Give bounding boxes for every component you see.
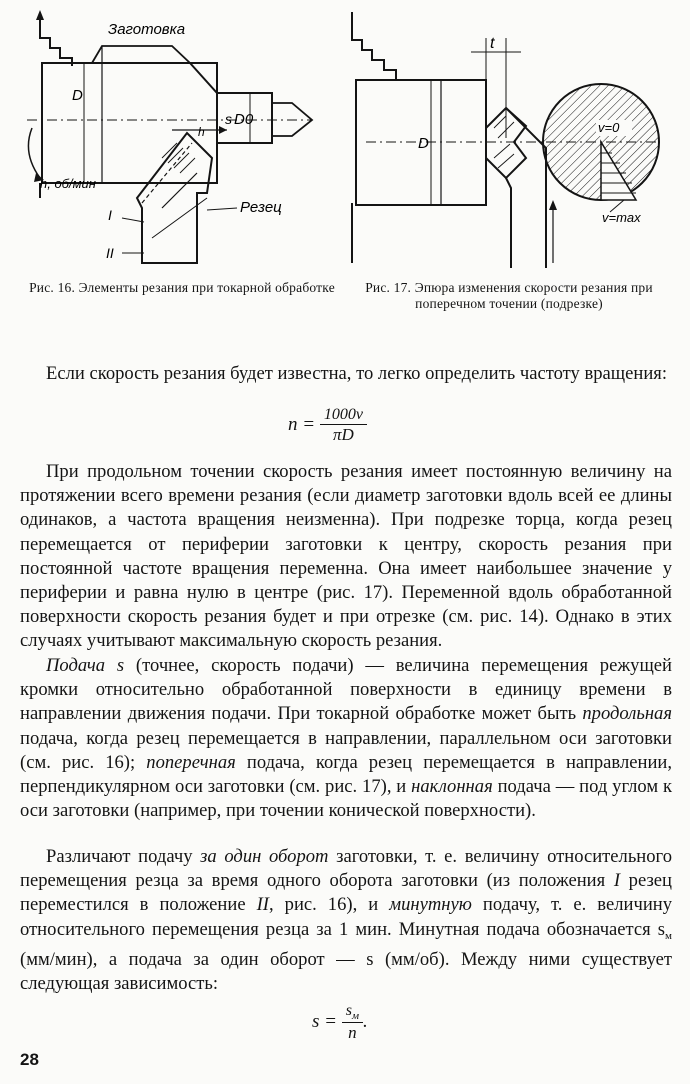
paragraph-2-text: При продольном точении скорость резания имеет постоянную величину на протяжении всего времени резания (если диаметр заготовки вдоль всей ее длины одинаков, а частота вращения неизменна). При подрезке торца, когда резец перемещается от периферии заготовки к центру, скорость резания при постоянной частоте вращения переменна. Она имеет наибольшее значение у периферии и равна нулю в центре (рис. 17). Переменной вдоль обработанной поверхности скорость резания будет и при отрезке (см. рис. 14). Однако в этих случаях учитывают максимальную скорость резания. [20, 461, 672, 652]
formula-feed-relation [312, 1002, 368, 1043]
formula-2-num-sub: м [351, 1010, 359, 1022]
p4-position-1: I [613, 870, 621, 892]
formula-2-lhs: s = [312, 1010, 337, 1032]
p4-part-e: подачу, т. е. величину относительного перемещения резца за 1 мин. Минутная подача обозначается s [20, 894, 673, 940]
paragraph-1 [20, 362, 672, 386]
label-position-2: II [106, 245, 114, 261]
p4-part-c: резец переместился в положение [20, 870, 672, 916]
p4-subscript: м [665, 929, 672, 942]
figure-16 [22, 8, 342, 270]
p3-part-c: подача, когда резец перемещается в направлении, перпендикулярном оси заготовки (см. рис. 17), и [20, 751, 672, 798]
p4-part-a: Различают подачу [46, 846, 201, 867]
figure-17-caption: Рис. 17. Эпюра изменения скорости резания при поперечном точении (подрезке) [365, 280, 653, 311]
p4-part-d: , рис. 16), и [268, 894, 390, 916]
label-s: s [225, 111, 232, 127]
paragraph-3 [20, 654, 672, 823]
label-d0: D0 [234, 111, 254, 128]
p4-part-f: (мм/мин), а подача за один оборот — s (мм/об). Между ними существует следующая зависимость: [20, 948, 672, 995]
paragraph-4 [20, 845, 672, 996]
term-cross: поперечная [146, 751, 236, 773]
formula-2-fraction [342, 1002, 363, 1043]
formula-1-denominator: πD [332, 425, 354, 444]
label-v-max: v=max [602, 210, 641, 225]
label-h: h [198, 125, 205, 139]
figure-17 [346, 8, 666, 270]
formula-2-numerator [342, 1002, 363, 1023]
page-number: 28 [20, 1050, 39, 1069]
paragraph-3-text [20, 654, 672, 823]
label-cutter: Резец [240, 199, 282, 216]
paragraph-1-text: Если скорость резания будет известна, то легко определить частоту вращения: [46, 363, 667, 384]
term-inclined: наклонная [411, 776, 493, 798]
formula-2-tail: . [362, 1010, 368, 1032]
label-position-1: I [108, 207, 112, 223]
label-v-zero: v=0 [598, 120, 620, 135]
p4-part-b: заготовки, т. е. величину относительного перемещения резца за время одного оборота заготовки (из положения [20, 846, 673, 892]
p4-position-2: II [256, 894, 269, 916]
formula-2-denominator: n [348, 1023, 357, 1042]
paragraph-4-text [20, 845, 672, 996]
label-d: D [72, 87, 83, 104]
p3-part-a: (точнее, скорость подачи) — величина перемещения режущей кромки относительно обработанной поверхности в единицу времени в направлении движения подачи. При токарной обработке может быть [20, 655, 672, 725]
formula-2-num-main: s [345, 1002, 352, 1019]
formula-1-numerator: 1000v [320, 406, 367, 425]
formula-1-lhs: n = [288, 413, 316, 435]
label-blank: Заготовка [108, 21, 186, 38]
formula-frequency [288, 406, 367, 445]
paragraph-2 [20, 460, 672, 654]
term-feed: Подача s [46, 655, 125, 676]
term-per-minute: минутную [389, 894, 472, 916]
p3-part-b: подача, когда резец перемещается в направлении, параллельном оси заготовки (см. рис. 16); [20, 727, 672, 773]
label-d: D [418, 135, 429, 152]
term-longitudinal: продольная [582, 703, 672, 725]
term-per-revolution: за один оборот [200, 846, 329, 867]
formula-1-fraction [320, 406, 367, 445]
label-n: n, об/мин [40, 176, 96, 191]
figure-16-caption: Рис. 16. Элементы резания при токарной обработке [29, 280, 335, 295]
label-t: t [490, 35, 495, 52]
p3-part-d: подача — под углом к оси заготовки (например, при точении конической поверхности). [20, 776, 672, 822]
